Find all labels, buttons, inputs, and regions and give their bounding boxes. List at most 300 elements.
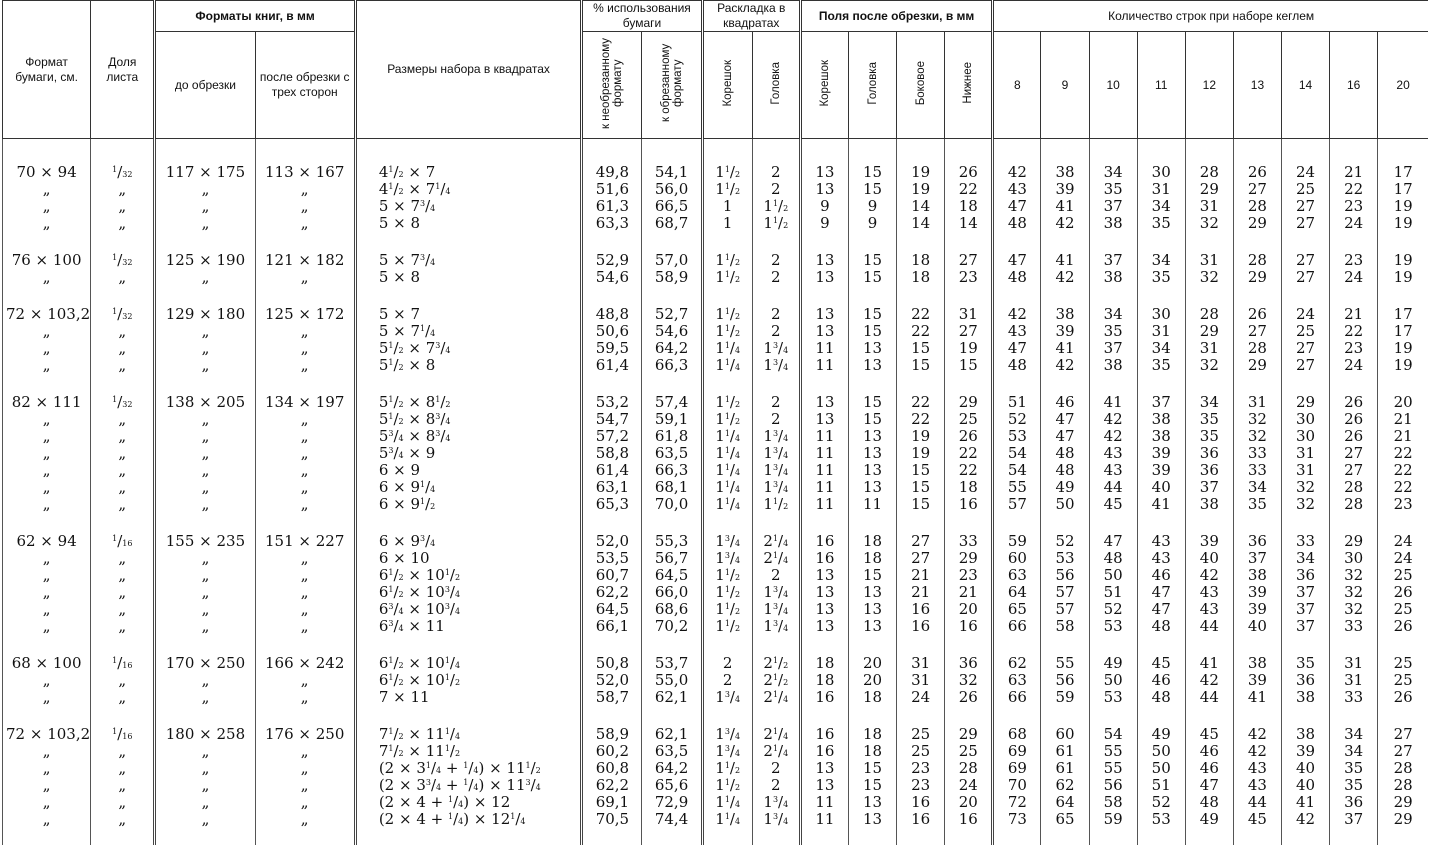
trimmed-use-cell: 55,0 xyxy=(642,673,702,690)
ditto-mark: „ xyxy=(155,412,255,429)
line-count-cell: 53 xyxy=(1041,551,1089,568)
trimmed-use-cell: 55,3 xyxy=(642,514,702,551)
margin-cell: 27 xyxy=(945,324,993,341)
line-count-cell: 50 xyxy=(1041,497,1089,514)
line-count-cell: 43 xyxy=(993,324,1041,341)
ditto-mark: „ xyxy=(155,690,255,707)
table-row xyxy=(3,497,1429,514)
untrimmed-use-cell: 49,8 xyxy=(582,139,642,183)
line-count-cell: 69 xyxy=(993,761,1041,778)
untrimmed-use-cell: 52,9 xyxy=(582,233,642,270)
type-size-cell: $6^1/2 \times 10^1/4$ xyxy=(355,636,582,673)
line-count-cell: 28 xyxy=(1233,233,1281,270)
line-count-cell: 21 xyxy=(1378,429,1428,446)
untrimmed-use-cell: 57,2 xyxy=(582,429,642,446)
layout-spine-cell: $1^3/4$ xyxy=(702,514,752,551)
margin-cell: 13 xyxy=(800,761,848,778)
line-count-cell: 38 xyxy=(1089,216,1137,233)
layout-head-cell: 2 xyxy=(752,139,800,183)
line-count-cell: 39 xyxy=(1137,446,1185,463)
line-count-cell: 38 xyxy=(1185,497,1233,514)
line-count-cell: 56 xyxy=(1041,568,1089,585)
trimmed-use-cell: 68,7 xyxy=(642,216,702,233)
line-count-cell: 64 xyxy=(993,585,1041,602)
line-count-cell: 70 xyxy=(993,778,1041,795)
ditto-mark: „ xyxy=(91,602,155,619)
line-count-cell: 38 xyxy=(1233,568,1281,585)
point-size-header: 20 xyxy=(1378,32,1428,139)
line-count-cell: 43 xyxy=(1137,551,1185,568)
trimmed-use-cell: 70,2 xyxy=(642,619,702,636)
line-count-cell: 48 xyxy=(1089,551,1137,568)
margin-cell: 16 xyxy=(800,744,848,761)
line-count-cell: 59 xyxy=(993,514,1041,551)
margin-cell: 15 xyxy=(848,139,896,183)
line-count-cell: 34 xyxy=(1330,744,1378,761)
line-count-cell: 60 xyxy=(1041,707,1089,744)
line-count-cell: 41 xyxy=(1137,497,1185,514)
line-count-cell: 34 xyxy=(1282,551,1330,568)
untrimmed-use-cell: 51,6 xyxy=(582,182,642,199)
line-count-cell: 46 xyxy=(1185,744,1233,761)
margin-cell: 11 xyxy=(800,358,848,375)
line-count-cell: 53 xyxy=(1137,812,1185,845)
line-count-cell: 22 xyxy=(1330,182,1378,199)
line-count-cell: 33 xyxy=(1330,690,1378,707)
layout-spine-cell: $1^1/4$ xyxy=(702,463,752,480)
margin-cell: 9 xyxy=(800,216,848,233)
line-count-cell: 52 xyxy=(1137,795,1185,812)
line-count-cell: 19 xyxy=(1378,270,1428,287)
line-count-cell: 19 xyxy=(1378,233,1428,270)
line-count-cell: 44 xyxy=(1185,690,1233,707)
line-count-cell: 39 xyxy=(1041,324,1089,341)
line-count-cell: 48 xyxy=(1137,690,1185,707)
layout-spine-header: Корешок xyxy=(702,32,752,139)
layout-head-cell: 2 xyxy=(752,287,800,324)
trimmed-use-cell: 68,1 xyxy=(642,480,702,497)
margin-cell: 19 xyxy=(897,446,945,463)
line-count-cell: 57 xyxy=(993,497,1041,514)
line-count-cell: 55 xyxy=(1041,636,1089,673)
line-count-cell: 43 xyxy=(1233,778,1281,795)
ditto-mark: „ xyxy=(155,429,255,446)
line-count-cell: 28 xyxy=(1185,287,1233,324)
margin-cell: 15 xyxy=(897,497,945,514)
line-count-cell: 54 xyxy=(993,463,1041,480)
margin-cell: 13 xyxy=(800,619,848,636)
line-count-cell: 25 xyxy=(1378,568,1428,585)
line-count-cell: 38 xyxy=(1137,412,1185,429)
margin-cell: 22 xyxy=(897,324,945,341)
ditto-mark: „ xyxy=(155,585,255,602)
line-count-cell: 24 xyxy=(1282,139,1330,183)
layout-spine-cell: $1^3/4$ xyxy=(702,744,752,761)
line-count-cell: 39 xyxy=(1041,182,1089,199)
line-count-cell: 56 xyxy=(1089,778,1137,795)
ditto-mark: „ xyxy=(3,429,91,446)
ditto-mark: „ xyxy=(255,324,355,341)
line-count-cell: 17 xyxy=(1378,287,1428,324)
line-count-cell: 48 xyxy=(1185,795,1233,812)
line-count-cell: 27 xyxy=(1378,707,1428,744)
untrimmed-use-cell: 70,5 xyxy=(582,812,642,845)
layout-spine-cell: $1^1/4$ xyxy=(702,358,752,375)
ditto-mark: „ xyxy=(155,341,255,358)
sheet-share-cell: $^1$/32 xyxy=(91,287,155,324)
layout-head-cell: $2^1/2$ xyxy=(752,636,800,673)
type-size-cell: (2 × 4 + $^1$/4) × 12 xyxy=(355,795,582,812)
line-count-cell: 46 xyxy=(1041,375,1089,412)
ditto-mark: „ xyxy=(255,673,355,690)
line-count-cell: 42 xyxy=(1089,429,1137,446)
line-count-cell: 23 xyxy=(1330,199,1378,216)
line-count-cell: 28 xyxy=(1185,139,1233,183)
line-count-cell: 39 xyxy=(1137,463,1185,480)
margin-cell: 15 xyxy=(848,568,896,585)
margin-cell: 24 xyxy=(897,690,945,707)
margin-cell: 29 xyxy=(945,375,993,412)
before-trim-cell: 170 × 250 xyxy=(155,636,255,673)
line-count-cell: 55 xyxy=(1089,761,1137,778)
untrimmed-use-cell: 60,8 xyxy=(582,761,642,778)
paper-format-cell: 62 × 94 xyxy=(3,514,91,551)
margin-cell: 13 xyxy=(848,358,896,375)
layout-spine-cell: $1^1/4$ xyxy=(702,497,752,514)
margin-cell: 36 xyxy=(945,636,993,673)
margin-cell: 15 xyxy=(848,287,896,324)
ditto-mark: „ xyxy=(255,778,355,795)
line-count-cell: 51 xyxy=(1089,585,1137,602)
margin-cell: 18 xyxy=(848,690,896,707)
line-count-cell: 43 xyxy=(1089,463,1137,480)
line-count-cell: 39 xyxy=(1233,673,1281,690)
layout-spine-cell: $1^1/2$ xyxy=(702,568,752,585)
margin-cell: 26 xyxy=(945,690,993,707)
margin-cell: 16 xyxy=(945,497,993,514)
ditto-mark: „ xyxy=(3,480,91,497)
line-count-cell: 42 xyxy=(1282,812,1330,845)
before-trim-cell: 180 × 258 xyxy=(155,707,255,744)
ditto-mark: „ xyxy=(3,551,91,568)
layout-head-cell: $1^3/4$ xyxy=(752,812,800,845)
layout-head-cell: $1^3/4$ xyxy=(752,480,800,497)
ditto-mark: „ xyxy=(91,690,155,707)
line-count-cell: 28 xyxy=(1233,199,1281,216)
trimmed-use-cell: 68,6 xyxy=(642,602,702,619)
margin-cell: 9 xyxy=(848,199,896,216)
line-count-cell: 36 xyxy=(1185,463,1233,480)
layout-head-cell: 2 xyxy=(752,761,800,778)
untrimmed-use-cell: 54,7 xyxy=(582,412,642,429)
line-count-cell: 32 xyxy=(1185,358,1233,375)
untrimmed-use-cell: 50,8 xyxy=(582,636,642,673)
type-size-cell: $5^1/2 \times 8$ xyxy=(355,358,582,375)
ditto-mark: „ xyxy=(155,812,255,845)
ditto-mark: „ xyxy=(91,412,155,429)
layout-head-cell: 2 xyxy=(752,778,800,795)
type-size-cell: $5^1/2 \times 8^3/4$ xyxy=(355,412,582,429)
untrimmed-use-cell: 61,4 xyxy=(582,358,642,375)
after-trim-cell: 134 × 197 xyxy=(255,375,355,412)
margin-cell: 15 xyxy=(945,358,993,375)
margin-cell: 28 xyxy=(945,761,993,778)
margin-cell: 18 xyxy=(848,707,896,744)
line-count-cell: 35 xyxy=(1330,761,1378,778)
type-size-cell: $5^3/4 \times 9$ xyxy=(355,446,582,463)
line-count-cell: 39 xyxy=(1185,514,1233,551)
line-count-cell: 25 xyxy=(1378,636,1428,673)
trimmed-use-cell: 70,0 xyxy=(642,497,702,514)
sheet-share-cell: $^1$/16 xyxy=(91,707,155,744)
line-count-cell: 40 xyxy=(1282,761,1330,778)
type-size-cell: $5 \times 7^3/4$ xyxy=(355,199,582,216)
layout-spine-cell: $1^3/4$ xyxy=(702,551,752,568)
line-count-cell: 57 xyxy=(1041,602,1089,619)
margin-cell: 22 xyxy=(945,446,993,463)
line-count-cell: 64 xyxy=(1041,795,1089,812)
margin-cell: 20 xyxy=(945,795,993,812)
line-count-cell: 43 xyxy=(993,182,1041,199)
line-count-cell: 43 xyxy=(1089,446,1137,463)
type-size-cell: $5 \times 7^1/4$ xyxy=(355,324,582,341)
ditto-mark: „ xyxy=(91,324,155,341)
line-count-cell: 41 xyxy=(1041,341,1089,358)
untrimmed-use-cell: 61,4 xyxy=(582,463,642,480)
margin-cell: 24 xyxy=(945,778,993,795)
margin-cell: 11 xyxy=(848,497,896,514)
margin-cell: 13 xyxy=(848,585,896,602)
table-row xyxy=(3,287,1429,324)
type-size-cell: $5^1/2 \times 7^3/4$ xyxy=(355,341,582,358)
ditto-mark: „ xyxy=(91,429,155,446)
layout-spine-cell: $1^1/4$ xyxy=(702,812,752,845)
line-count-cell: 36 xyxy=(1233,514,1281,551)
ditto-mark: „ xyxy=(255,568,355,585)
ditto-mark: „ xyxy=(91,497,155,514)
ditto-mark: „ xyxy=(255,341,355,358)
type-size-cell: $6 \times 9^3/4$ xyxy=(355,514,582,551)
margin-cell: 13 xyxy=(800,602,848,619)
line-count-cell: 34 xyxy=(1089,287,1137,324)
point-size-header: 16 xyxy=(1330,32,1378,139)
line-count-cell: 25 xyxy=(1378,602,1428,619)
ditto-mark: „ xyxy=(255,795,355,812)
layout-spine-cell: $1^1/2$ xyxy=(702,761,752,778)
margins-header: Поля после обрезки, в мм xyxy=(800,1,992,32)
point-size-header: 11 xyxy=(1137,32,1185,139)
line-count-cell: 38 xyxy=(1137,429,1185,446)
line-count-cell: 28 xyxy=(1330,497,1378,514)
line-count-cell: 59 xyxy=(1089,812,1137,845)
point-size-header: 10 xyxy=(1089,32,1137,139)
margin-cell: 16 xyxy=(897,602,945,619)
line-count-cell: 29 xyxy=(1185,324,1233,341)
ditto-mark: „ xyxy=(255,585,355,602)
margin-cell: 27 xyxy=(897,551,945,568)
trimmed-use-cell: 74,4 xyxy=(642,812,702,845)
line-count-cell: 33 xyxy=(1282,514,1330,551)
ditto-mark: „ xyxy=(3,602,91,619)
layout-head-cell: $1^3/4$ xyxy=(752,358,800,375)
line-count-cell: 61 xyxy=(1041,761,1089,778)
ditto-mark: „ xyxy=(155,602,255,619)
ditto-mark: „ xyxy=(3,199,91,216)
layout-spine-cell: $1^3/4$ xyxy=(702,707,752,744)
margin-cell: 13 xyxy=(848,619,896,636)
table-row xyxy=(3,358,1429,375)
layout-head-cell: 2 xyxy=(752,568,800,585)
line-count-cell: 23 xyxy=(1330,341,1378,358)
layout-head-cell: $1^3/4$ xyxy=(752,429,800,446)
ditto-mark: „ xyxy=(3,497,91,514)
layout-head-cell: $2^1/4$ xyxy=(752,514,800,551)
line-count-cell: 45 xyxy=(1137,636,1185,673)
ditto-mark: „ xyxy=(3,619,91,636)
margin-cell: 16 xyxy=(897,619,945,636)
line-count-cell: 40 xyxy=(1282,778,1330,795)
line-count-cell: 24 xyxy=(1282,287,1330,324)
sheet-share-cell: $^1$/32 xyxy=(91,139,155,183)
margin-cell: 18 xyxy=(800,636,848,673)
ditto-mark: „ xyxy=(91,568,155,585)
untrimmed-use-cell: 65,3 xyxy=(582,497,642,514)
point-size-header: 9 xyxy=(1041,32,1089,139)
layout-spine-cell: $1^1/2$ xyxy=(702,619,752,636)
line-count-cell: 44 xyxy=(1233,795,1281,812)
margin-cell: 11 xyxy=(800,795,848,812)
layout-spine-cell: 1 xyxy=(702,199,752,216)
margin-cell: 18 xyxy=(848,744,896,761)
margin-cell: 16 xyxy=(897,795,945,812)
margin-cell: 22 xyxy=(945,463,993,480)
untrimmed-use-cell: 53,5 xyxy=(582,551,642,568)
margin-cell: 29 xyxy=(945,551,993,568)
line-count-cell: 27 xyxy=(1282,270,1330,287)
ditto-mark: „ xyxy=(155,270,255,287)
line-count-cell: 19 xyxy=(1378,199,1428,216)
line-count-cell: 19 xyxy=(1378,216,1428,233)
line-count-cell: 40 xyxy=(1233,619,1281,636)
ditto-mark: „ xyxy=(91,216,155,233)
sheet-share-cell: $^1$/32 xyxy=(91,375,155,412)
ditto-mark: „ xyxy=(91,341,155,358)
table-row xyxy=(3,216,1429,233)
ditto-mark: „ xyxy=(91,744,155,761)
untrimmed-use-cell: 60,7 xyxy=(582,568,642,585)
line-count-cell: 30 xyxy=(1137,139,1185,183)
point-size-header: 8 xyxy=(993,32,1041,139)
line-count-cell: 41 xyxy=(1041,199,1089,216)
line-count-cell: 35 xyxy=(1185,429,1233,446)
untrimmed-use-cell: 50,6 xyxy=(582,324,642,341)
margin-cell: 18 xyxy=(848,514,896,551)
margin-cell: 18 xyxy=(800,673,848,690)
ditto-mark: „ xyxy=(155,568,255,585)
layout-spine-cell: $1^1/2$ xyxy=(702,139,752,183)
margin-cell: 21 xyxy=(897,585,945,602)
line-count-cell: 47 xyxy=(1137,602,1185,619)
margin-cell: 13 xyxy=(800,585,848,602)
line-count-cell: 39 xyxy=(1233,602,1281,619)
trimmed-use-cell: 54,6 xyxy=(642,324,702,341)
before-trim-cell: 138 × 205 xyxy=(155,375,255,412)
line-count-cell: 25 xyxy=(1282,324,1330,341)
margin-bottom-header: Нижнее xyxy=(945,32,993,139)
ditto-mark: „ xyxy=(255,463,355,480)
line-count-cell: 38 xyxy=(1041,287,1089,324)
margin-cell: 11 xyxy=(800,812,848,845)
margin-cell: 18 xyxy=(848,551,896,568)
line-count-cell: 65 xyxy=(1041,812,1089,845)
line-count-cell: 62 xyxy=(993,636,1041,673)
line-count-cell: 42 xyxy=(1041,216,1089,233)
line-count-cell: 32 xyxy=(1282,480,1330,497)
line-count-cell: 42 xyxy=(1041,358,1089,375)
layout-spine-cell: $1^1/4$ xyxy=(702,446,752,463)
ditto-mark: „ xyxy=(3,463,91,480)
paper-format-cell: 72 × 103,2 xyxy=(3,707,91,744)
table-body xyxy=(3,139,1429,846)
line-count-cell: 47 xyxy=(1041,412,1089,429)
trimmed-use-cell: 56,7 xyxy=(642,551,702,568)
line-count-cell: 31 xyxy=(1330,673,1378,690)
type-size-cell: 5 × 8 xyxy=(355,216,582,233)
before-trim-cell: 129 × 180 xyxy=(155,287,255,324)
type-sizes-header: Размеры набора в квадратах xyxy=(355,1,582,139)
table-row xyxy=(3,514,1429,551)
line-count-cell: 35 xyxy=(1330,778,1378,795)
line-count-cell: 24 xyxy=(1378,514,1428,551)
ditto-mark: „ xyxy=(255,429,355,446)
line-count-cell: 61 xyxy=(1041,744,1089,761)
trimmed-use-cell: 64,5 xyxy=(642,568,702,585)
margin-cell: 25 xyxy=(897,744,945,761)
margin-cell: 13 xyxy=(848,812,896,845)
line-count-cell: 43 xyxy=(1233,761,1281,778)
line-count-cell: 31 xyxy=(1282,463,1330,480)
line-count-cell: 35 xyxy=(1137,270,1185,287)
table-row xyxy=(3,690,1429,707)
line-count-cell: 73 xyxy=(993,812,1041,845)
untrimmed-use-cell: 52,0 xyxy=(582,514,642,551)
ditto-mark: „ xyxy=(255,182,355,199)
type-size-cell: $5^3/4 \times 8^3/4$ xyxy=(355,429,582,446)
paper-format-cell: 70 × 94 xyxy=(3,139,91,183)
margin-cell: 13 xyxy=(800,287,848,324)
line-count-cell: 48 xyxy=(1041,463,1089,480)
layout-spine-cell: $1^1/2$ xyxy=(702,412,752,429)
paper-use-header: % использования бумаги xyxy=(582,1,702,32)
layout-head-cell: $1^1/2$ xyxy=(752,497,800,514)
ditto-mark: „ xyxy=(91,182,155,199)
line-count-cell: 32 xyxy=(1233,412,1281,429)
margin-cell: 15 xyxy=(848,233,896,270)
line-count-cell: 50 xyxy=(1137,761,1185,778)
line-count-cell: 47 xyxy=(1185,778,1233,795)
ditto-mark: „ xyxy=(3,812,91,845)
line-count-header: Количество строк при наборе кеглем xyxy=(993,1,1428,32)
ditto-mark: „ xyxy=(255,358,355,375)
ditto-mark: „ xyxy=(91,761,155,778)
untrimmed-use-cell: 59,5 xyxy=(582,341,642,358)
after-trim-cell: 125 × 172 xyxy=(255,287,355,324)
margin-cell: 15 xyxy=(848,761,896,778)
line-count-cell: 56 xyxy=(1041,673,1089,690)
line-count-cell: 21 xyxy=(1378,412,1428,429)
margin-cell: 11 xyxy=(800,341,848,358)
untrimmed-use-cell: 62,2 xyxy=(582,778,642,795)
